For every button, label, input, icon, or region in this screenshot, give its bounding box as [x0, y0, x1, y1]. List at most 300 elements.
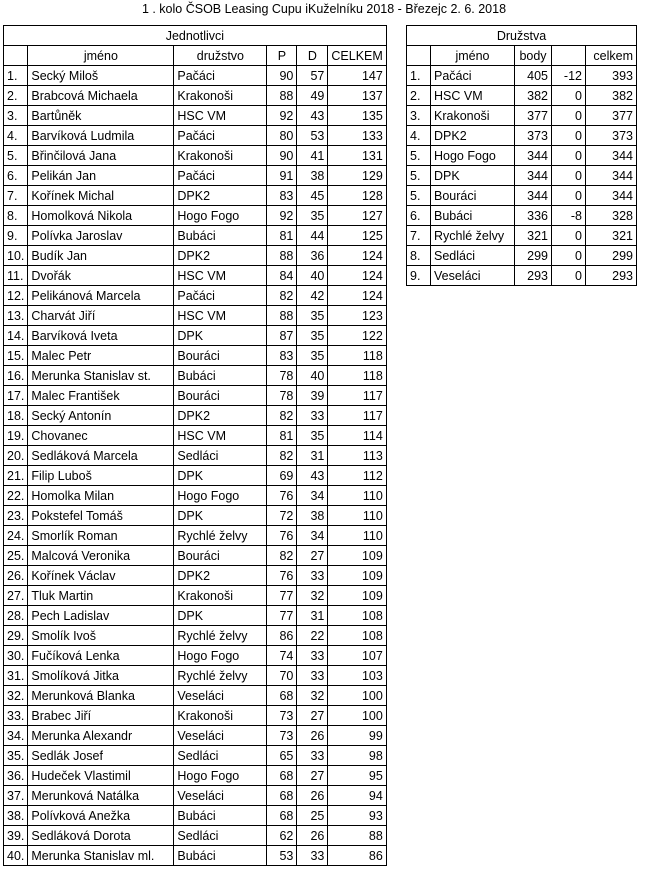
individuals-cell-rank: 13. — [4, 306, 28, 326]
teams-cell-total: 377 — [586, 106, 637, 126]
individuals-cell-team: Bubáci — [174, 226, 267, 246]
individuals-cell-total: 93 — [328, 806, 386, 826]
individuals-cell-team: Pačáci — [174, 286, 267, 306]
individuals-cell-d: 26 — [297, 786, 328, 806]
individuals-cell-total: 129 — [328, 166, 386, 186]
individuals-cell-team: Hogo Fogo — [174, 646, 267, 666]
individuals-cell-name: Smolíková Jitka — [28, 666, 174, 686]
individuals-cell-p: 73 — [267, 726, 297, 746]
individuals-cell-d: 38 — [297, 166, 328, 186]
table-row — [407, 186, 637, 206]
individuals-cell-name: Homolka Milan — [28, 486, 174, 506]
individuals-header-name: jméno — [28, 46, 174, 66]
table-row — [4, 226, 387, 246]
table-row — [4, 666, 387, 686]
individuals-cell-team: Veseláci — [174, 686, 267, 706]
teams-cell-total: 344 — [586, 166, 637, 186]
individuals-cell-total: 125 — [328, 226, 386, 246]
table-row — [4, 526, 387, 546]
individuals-cell-p: 68 — [267, 686, 297, 706]
table-row — [4, 506, 387, 526]
table-row — [4, 246, 387, 266]
individuals-cell-team: Rychlé želvy — [174, 666, 267, 686]
teams-cell-rank: 1. — [407, 66, 431, 86]
individuals-cell-name: Břinčilová Jana — [28, 146, 174, 166]
individuals-cell-name: Pelikánová Marcela — [28, 286, 174, 306]
individuals-cell-team: Pačáci — [174, 166, 267, 186]
individuals-cell-rank: 31. — [4, 666, 28, 686]
individuals-cell-name: Barvíková Ludmila — [28, 126, 174, 146]
individuals-cell-total: 86 — [328, 846, 386, 866]
individuals-cell-total: 107 — [328, 646, 386, 666]
individuals-table — [3, 25, 387, 866]
individuals-cell-name: Brabcová Michaela — [28, 86, 174, 106]
teams-cell-name: Bubáci — [431, 206, 515, 226]
table-row — [4, 546, 387, 566]
individuals-cell-team: Bubáci — [174, 806, 267, 826]
individuals-cell-d: 32 — [297, 586, 328, 606]
table-row — [407, 226, 637, 246]
individuals-cell-name: Smorlík Roman — [28, 526, 174, 546]
individuals-cell-total: 99 — [328, 726, 386, 746]
individuals-cell-rank: 10. — [4, 246, 28, 266]
table-row — [407, 66, 637, 86]
individuals-cell-rank: 26. — [4, 566, 28, 586]
individuals-cell-total: 112 — [328, 466, 386, 486]
individuals-cell-p: 77 — [267, 606, 297, 626]
table-row — [4, 106, 387, 126]
individuals-cell-p: 72 — [267, 506, 297, 526]
individuals-cell-name: Charvát Jiří — [28, 306, 174, 326]
individuals-cell-rank: 34. — [4, 726, 28, 746]
individuals-cell-rank: 1. — [4, 66, 28, 86]
individuals-cell-team: DPK — [174, 466, 267, 486]
table-row — [4, 646, 387, 666]
table-row — [4, 346, 387, 366]
teams-cell-name: Bouráci — [431, 186, 515, 206]
table-row — [4, 126, 387, 146]
individuals-caption: Jednotlivci — [4, 26, 387, 46]
individuals-cell-d: 33 — [297, 566, 328, 586]
individuals-cell-total: 109 — [328, 586, 386, 606]
individuals-cell-rank: 27. — [4, 586, 28, 606]
teams-cell-total: 344 — [586, 146, 637, 166]
individuals-cell-d: 34 — [297, 486, 328, 506]
individuals-cell-name: Pelikán Jan — [28, 166, 174, 186]
teams-cell-points: 299 — [515, 246, 552, 266]
table-row — [4, 826, 387, 846]
individuals-cell-d: 35 — [297, 346, 328, 366]
individuals-cell-rank: 6. — [4, 166, 28, 186]
individuals-cell-p: 88 — [267, 246, 297, 266]
individuals-cell-name: Merunka Stanislav st. — [28, 366, 174, 386]
individuals-cell-name: Kořínek Michal — [28, 186, 174, 206]
teams-cell-total: 293 — [586, 266, 637, 286]
table-row — [4, 766, 387, 786]
individuals-cell-p: 82 — [267, 406, 297, 426]
individuals-cell-total: 95 — [328, 766, 386, 786]
individuals-cell-name: Bartůněk — [28, 106, 174, 126]
individuals-cell-name: Polívková Anežka — [28, 806, 174, 826]
table-row — [4, 146, 387, 166]
individuals-cell-d: 33 — [297, 746, 328, 766]
individuals-cell-p: 83 — [267, 346, 297, 366]
individuals-cell-p: 76 — [267, 486, 297, 506]
individuals-cell-p: 82 — [267, 286, 297, 306]
individuals-cell-d: 35 — [297, 206, 328, 226]
individuals-cell-team: HSC VM — [174, 426, 267, 446]
table-row — [4, 466, 387, 486]
individuals-cell-p: 86 — [267, 626, 297, 646]
table-row — [407, 246, 637, 266]
individuals-cell-rank: 9. — [4, 226, 28, 246]
teams-cell-total: 328 — [586, 206, 637, 226]
individuals-cell-p: 83 — [267, 186, 297, 206]
individuals-cell-rank: 28. — [4, 606, 28, 626]
individuals-cell-name: Pokstefel Tomáš — [28, 506, 174, 526]
individuals-cell-total: 108 — [328, 606, 386, 626]
individuals-cell-team: Hogo Fogo — [174, 206, 267, 226]
individuals-cell-team: HSC VM — [174, 106, 267, 126]
teams-cell-rank: 2. — [407, 86, 431, 106]
individuals-header-d: D — [297, 46, 328, 66]
individuals-cell-total: 133 — [328, 126, 386, 146]
individuals-cell-d: 27 — [297, 766, 328, 786]
teams-header-name: jméno — [431, 46, 515, 66]
individuals-cell-rank: 15. — [4, 346, 28, 366]
individuals-cell-rank: 19. — [4, 426, 28, 446]
teams-cell-name: Krakonoši — [431, 106, 515, 126]
individuals-cell-p: 76 — [267, 526, 297, 546]
individuals-cell-d: 27 — [297, 546, 328, 566]
individuals-cell-rank: 2. — [4, 86, 28, 106]
individuals-cell-d: 44 — [297, 226, 328, 246]
table-row — [407, 206, 637, 226]
individuals-cell-d: 40 — [297, 266, 328, 286]
teams-cell-total: 321 — [586, 226, 637, 246]
individuals-cell-team: DPK2 — [174, 406, 267, 426]
individuals-cell-total: 88 — [328, 826, 386, 846]
individuals-cell-rank: 35. — [4, 746, 28, 766]
teams-cell-adjust: 0 — [552, 106, 586, 126]
individuals-cell-total: 98 — [328, 746, 386, 766]
individuals-cell-p: 80 — [267, 126, 297, 146]
individuals-cell-total: 118 — [328, 366, 386, 386]
individuals-cell-team: Bouráci — [174, 546, 267, 566]
individuals-cell-team: Rychlé želvy — [174, 526, 267, 546]
individuals-cell-rank: 37. — [4, 786, 28, 806]
teams-cell-total: 393 — [586, 66, 637, 86]
individuals-cell-rank: 25. — [4, 546, 28, 566]
individuals-cell-rank: 30. — [4, 646, 28, 666]
individuals-cell-total: 124 — [328, 286, 386, 306]
teams-cell-points: 321 — [515, 226, 552, 246]
individuals-cell-total: 124 — [328, 246, 386, 266]
table-row — [4, 746, 387, 766]
individuals-cell-rank: 39. — [4, 826, 28, 846]
teams-cell-adjust: 0 — [552, 126, 586, 146]
individuals-cell-name: Fučíková Lenka — [28, 646, 174, 666]
individuals-cell-p: 82 — [267, 546, 297, 566]
individuals-cell-d: 33 — [297, 406, 328, 426]
table-row — [4, 286, 387, 306]
individuals-cell-d: 49 — [297, 86, 328, 106]
individuals-cell-rank: 21. — [4, 466, 28, 486]
individuals-cell-p: 53 — [267, 846, 297, 866]
individuals-cell-total: 117 — [328, 386, 386, 406]
individuals-cell-team: Veseláci — [174, 786, 267, 806]
individuals-cell-d: 43 — [297, 106, 328, 126]
individuals-header-total: CELKEM — [328, 46, 386, 66]
individuals-cell-name: Sedlák Josef — [28, 746, 174, 766]
individuals-cell-team: DPK2 — [174, 186, 267, 206]
individuals-cell-team: Bouráci — [174, 346, 267, 366]
table-row — [407, 106, 637, 126]
table-row — [4, 686, 387, 706]
individuals-cell-d: 35 — [297, 306, 328, 326]
individuals-cell-p: 82 — [267, 446, 297, 466]
individuals-cell-rank: 7. — [4, 186, 28, 206]
table-row — [4, 66, 387, 86]
individuals-cell-p: 73 — [267, 706, 297, 726]
individuals-cell-total: 109 — [328, 546, 386, 566]
individuals-cell-team: DPK — [174, 326, 267, 346]
individuals-cell-total: 123 — [328, 306, 386, 326]
individuals-cell-d: 45 — [297, 186, 328, 206]
table-row — [4, 786, 387, 806]
individuals-cell-name: Sedláková Dorota — [28, 826, 174, 846]
teams-header-row — [407, 46, 637, 66]
teams-caption-row — [407, 26, 637, 46]
table-row — [4, 626, 387, 646]
teams-header-rank — [407, 46, 431, 66]
individuals-cell-p: 69 — [267, 466, 297, 486]
table-row — [4, 186, 387, 206]
teams-cell-name: Rychlé želvy — [431, 226, 515, 246]
table-row — [4, 426, 387, 446]
individuals-cell-total: 114 — [328, 426, 386, 446]
teams-cell-adjust: 0 — [552, 86, 586, 106]
individuals-cell-rank: 36. — [4, 766, 28, 786]
individuals-cell-total: 113 — [328, 446, 386, 466]
individuals-cell-d: 32 — [297, 686, 328, 706]
individuals-cell-rank: 4. — [4, 126, 28, 146]
individuals-cell-team: Pačáci — [174, 126, 267, 146]
table-row — [4, 326, 387, 346]
table-row — [4, 806, 387, 826]
individuals-cell-d: 34 — [297, 526, 328, 546]
teams-cell-points: 405 — [515, 66, 552, 86]
individuals-cell-name: Pech Ladislav — [28, 606, 174, 626]
individuals-cell-total: 110 — [328, 526, 386, 546]
individuals-cell-rank: 11. — [4, 266, 28, 286]
teams-cell-adjust: 0 — [552, 266, 586, 286]
teams-cell-adjust: -8 — [552, 206, 586, 226]
individuals-cell-total: 131 — [328, 146, 386, 166]
individuals-cell-d: 31 — [297, 446, 328, 466]
individuals-cell-total: 110 — [328, 486, 386, 506]
teams-cell-name: Sedláci — [431, 246, 515, 266]
individuals-caption-row — [4, 26, 387, 46]
teams-cell-rank: 9. — [407, 266, 431, 286]
individuals-cell-total: 124 — [328, 266, 386, 286]
teams-cell-rank: 3. — [407, 106, 431, 126]
individuals-cell-rank: 12. — [4, 286, 28, 306]
table-row — [4, 846, 387, 866]
individuals-cell-team: Sedláci — [174, 746, 267, 766]
individuals-cell-d: 38 — [297, 506, 328, 526]
individuals-cell-team: Rychlé želvy — [174, 626, 267, 646]
individuals-cell-p: 92 — [267, 106, 297, 126]
individuals-cell-d: 26 — [297, 726, 328, 746]
individuals-cell-p: 62 — [267, 826, 297, 846]
table-row — [407, 146, 637, 166]
individuals-cell-name: Secký Miloš — [28, 66, 174, 86]
individuals-cell-total: 110 — [328, 506, 386, 526]
individuals-cell-team: Bouráci — [174, 386, 267, 406]
individuals-cell-p: 70 — [267, 666, 297, 686]
individuals-cell-d: 25 — [297, 806, 328, 826]
teams-cell-points: 336 — [515, 206, 552, 226]
teams-cell-total: 344 — [586, 186, 637, 206]
individuals-cell-name: Merunka Stanislav ml. — [28, 846, 174, 866]
individuals-cell-d: 53 — [297, 126, 328, 146]
individuals-header-team: družstvo — [174, 46, 267, 66]
individuals-cell-total: 127 — [328, 206, 386, 226]
teams-cell-name: DPK — [431, 166, 515, 186]
individuals-cell-d: 36 — [297, 246, 328, 266]
table-row — [4, 446, 387, 466]
individuals-cell-team: HSC VM — [174, 266, 267, 286]
table-row — [4, 306, 387, 326]
teams-cell-rank: 4. — [407, 126, 431, 146]
individuals-cell-name: Malec Petr — [28, 346, 174, 366]
teams-cell-adjust: -12 — [552, 66, 586, 86]
individuals-cell-team: DPK2 — [174, 566, 267, 586]
individuals-cell-p: 78 — [267, 366, 297, 386]
individuals-cell-rank: 22. — [4, 486, 28, 506]
teams-cell-name: Hogo Fogo — [431, 146, 515, 166]
individuals-cell-p: 65 — [267, 746, 297, 766]
individuals-cell-rank: 32. — [4, 686, 28, 706]
teams-cell-adjust: 0 — [552, 226, 586, 246]
individuals-cell-p: 68 — [267, 806, 297, 826]
table-row — [4, 266, 387, 286]
individuals-cell-name: Filip Luboš — [28, 466, 174, 486]
table-row — [407, 166, 637, 186]
individuals-cell-team: Bubáci — [174, 846, 267, 866]
individuals-cell-total: 122 — [328, 326, 386, 346]
individuals-cell-p: 68 — [267, 786, 297, 806]
teams-header-adjust — [552, 46, 586, 66]
individuals-cell-total: 117 — [328, 406, 386, 426]
teams-cell-name: DPK2 — [431, 126, 515, 146]
individuals-cell-team: DPK2 — [174, 246, 267, 266]
teams-cell-total: 382 — [586, 86, 637, 106]
individuals-cell-d: 26 — [297, 826, 328, 846]
individuals-cell-p: 88 — [267, 306, 297, 326]
individuals-cell-team: Krakonoši — [174, 146, 267, 166]
individuals-cell-team: Hogo Fogo — [174, 486, 267, 506]
individuals-cell-p: 91 — [267, 166, 297, 186]
individuals-cell-d: 40 — [297, 366, 328, 386]
individuals-cell-p: 84 — [267, 266, 297, 286]
teams-cell-points: 373 — [515, 126, 552, 146]
individuals-cell-name: Malcová Veronika — [28, 546, 174, 566]
individuals-cell-total: 118 — [328, 346, 386, 366]
teams-header-total: celkem — [586, 46, 637, 66]
teams-cell-adjust: 0 — [552, 146, 586, 166]
individuals-cell-rank: 23. — [4, 506, 28, 526]
individuals-cell-team: Pačáci — [174, 66, 267, 86]
individuals-cell-d: 43 — [297, 466, 328, 486]
individuals-cell-team: HSC VM — [174, 306, 267, 326]
table-row — [4, 366, 387, 386]
individuals-cell-name: Budík Jan — [28, 246, 174, 266]
individuals-cell-rank: 16. — [4, 366, 28, 386]
individuals-cell-name: Kořínek Václav — [28, 566, 174, 586]
individuals-cell-name: Sedláková Marcela — [28, 446, 174, 466]
individuals-cell-team: DPK — [174, 606, 267, 626]
individuals-cell-team: Krakonoši — [174, 86, 267, 106]
individuals-cell-name: Dvořák — [28, 266, 174, 286]
individuals-cell-p: 81 — [267, 426, 297, 446]
individuals-cell-d: 39 — [297, 386, 328, 406]
individuals-cell-total: 94 — [328, 786, 386, 806]
individuals-cell-name: Polívka Jaroslav — [28, 226, 174, 246]
individuals-cell-d: 35 — [297, 326, 328, 346]
individuals-cell-p: 90 — [267, 66, 297, 86]
teams-cell-adjust: 0 — [552, 246, 586, 266]
table-row — [4, 566, 387, 586]
teams-cell-rank: 6. — [407, 206, 431, 226]
individuals-cell-name: Barvíková Iveta — [28, 326, 174, 346]
individuals-header-row — [4, 46, 387, 66]
individuals-cell-name: Tluk Martin — [28, 586, 174, 606]
individuals-cell-p: 88 — [267, 86, 297, 106]
table-row — [4, 606, 387, 626]
individuals-cell-team: Hogo Fogo — [174, 766, 267, 786]
individuals-cell-name: Secký Antonín — [28, 406, 174, 426]
individuals-cell-p: 68 — [267, 766, 297, 786]
teams-cell-points: 382 — [515, 86, 552, 106]
individuals-cell-name: Merunka Alexandr — [28, 726, 174, 746]
table-row — [4, 706, 387, 726]
individuals-cell-total: 100 — [328, 706, 386, 726]
individuals-cell-d: 33 — [297, 666, 328, 686]
individuals-cell-name: Hudeček Vlastimil — [28, 766, 174, 786]
teams-cell-rank: 5. — [407, 166, 431, 186]
individuals-cell-rank: 20. — [4, 446, 28, 466]
teams-cell-adjust: 0 — [552, 166, 586, 186]
individuals-cell-total: 100 — [328, 686, 386, 706]
teams-cell-rank: 5. — [407, 146, 431, 166]
individuals-cell-name: Brabec Jiří — [28, 706, 174, 726]
individuals-cell-rank: 29. — [4, 626, 28, 646]
table-row — [4, 386, 387, 406]
table-row — [4, 726, 387, 746]
teams-cell-points: 344 — [515, 146, 552, 166]
individuals-cell-total: 135 — [328, 106, 386, 126]
individuals-cell-total: 108 — [328, 626, 386, 646]
individuals-cell-p: 90 — [267, 146, 297, 166]
table-row — [407, 126, 637, 146]
individuals-cell-d: 35 — [297, 426, 328, 446]
individuals-cell-d: 31 — [297, 606, 328, 626]
individuals-cell-p: 76 — [267, 566, 297, 586]
individuals-cell-d: 33 — [297, 646, 328, 666]
individuals-cell-name: Merunková Natálka — [28, 786, 174, 806]
